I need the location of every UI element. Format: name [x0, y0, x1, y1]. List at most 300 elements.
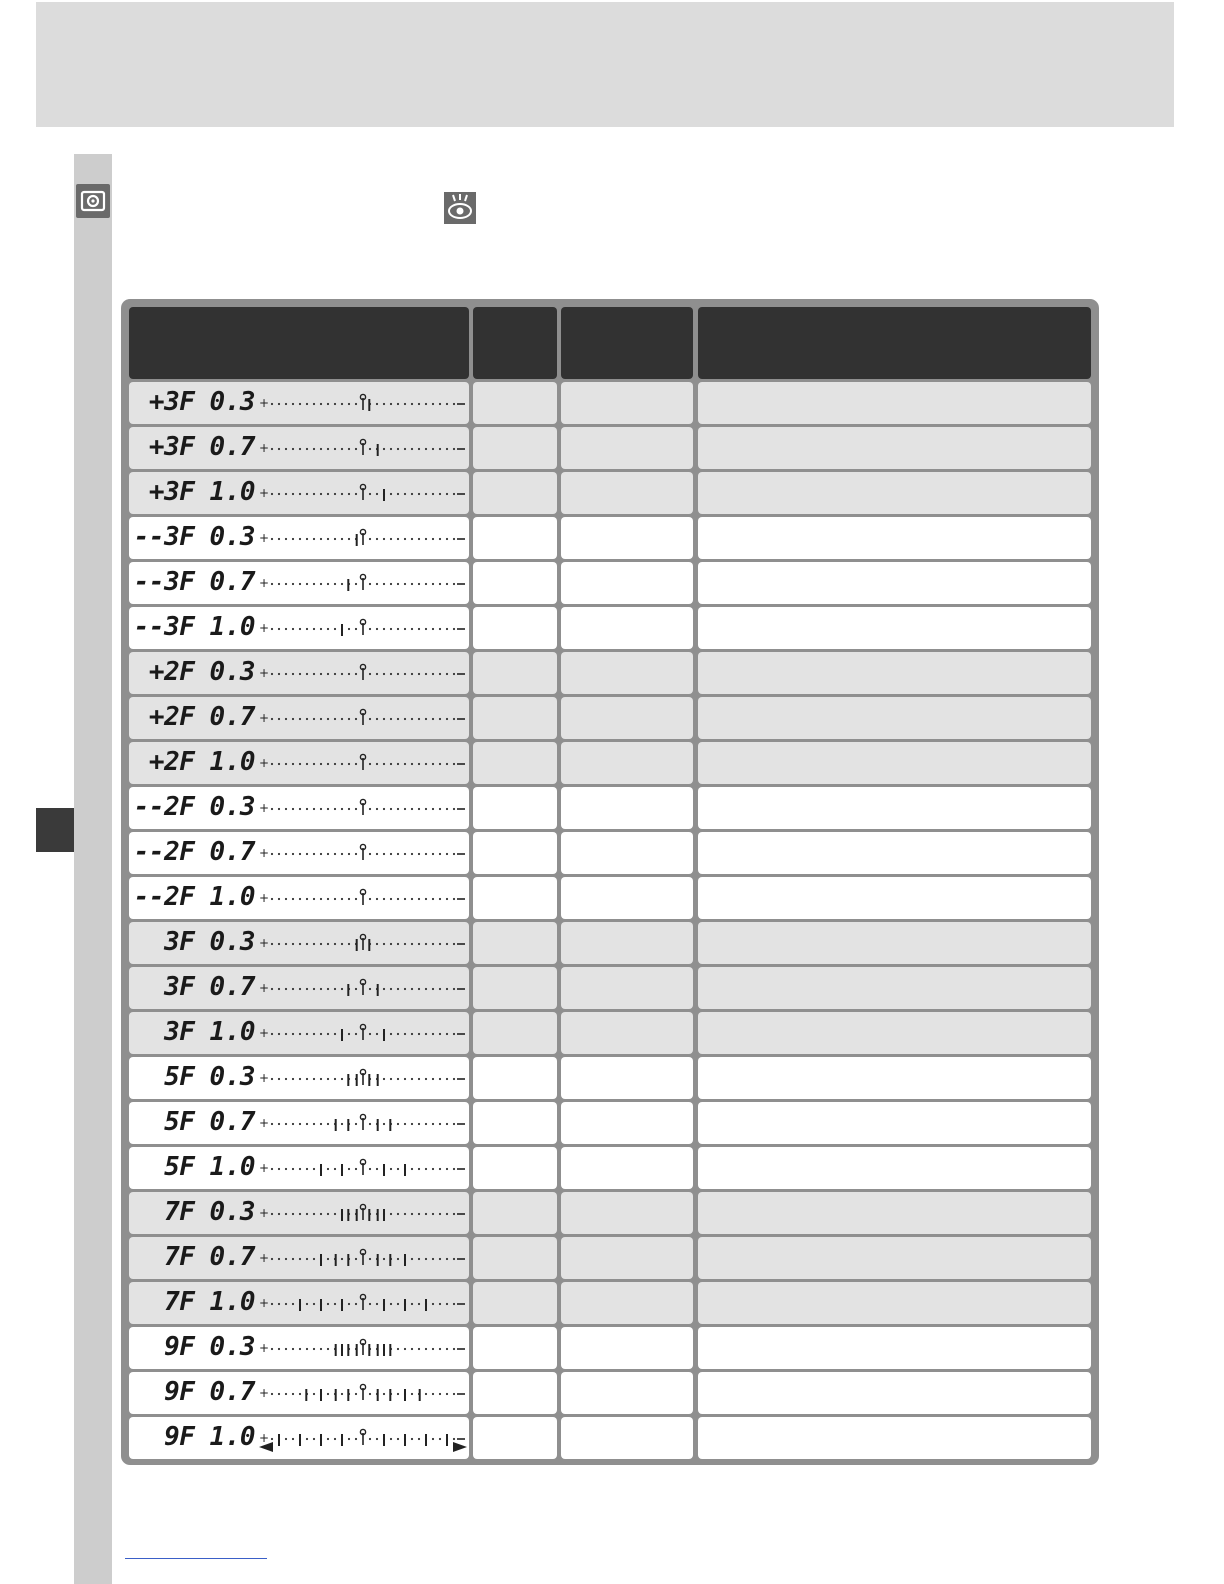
scale-dot	[376, 853, 378, 855]
scale-dot	[383, 448, 385, 450]
scale-dot	[313, 1123, 315, 1125]
scale-dot	[320, 538, 322, 540]
side-strip	[74, 154, 112, 1584]
scale-dot	[397, 763, 399, 765]
scale-dot	[306, 1213, 308, 1215]
scale-dot	[446, 583, 448, 585]
scale-dot	[383, 943, 385, 945]
table-cell	[698, 517, 1091, 559]
scale-dot	[348, 1303, 350, 1305]
scale-dot	[390, 1213, 392, 1215]
scale-dot	[453, 448, 455, 450]
scale-dot	[453, 628, 455, 630]
scale-dot	[390, 898, 392, 900]
scale-dot	[327, 763, 329, 765]
scale-dot	[271, 853, 273, 855]
scale-dot	[404, 1348, 406, 1350]
scale-dot	[453, 583, 455, 585]
scale-plus-sign: +	[259, 756, 270, 770]
scale-dot	[432, 1033, 434, 1035]
scale-dot	[306, 808, 308, 810]
scale-dot	[397, 628, 399, 630]
scale-dot	[383, 1258, 385, 1260]
scale-dot	[355, 1168, 357, 1170]
scale-dot	[348, 808, 350, 810]
scale-dot	[432, 1078, 434, 1080]
table-cell	[698, 697, 1091, 739]
lcd-display-cell	[129, 877, 469, 919]
scale-dot	[432, 943, 434, 945]
scale-dot	[348, 538, 350, 540]
lcd-display-text: --2F 0.7	[133, 837, 255, 867]
scale-dot	[334, 763, 336, 765]
scale-dot	[404, 583, 406, 585]
scale-dot	[299, 583, 301, 585]
scale-dot	[411, 718, 413, 720]
scale-dot	[411, 1258, 413, 1260]
scale-dot	[453, 493, 455, 495]
scale-dot	[383, 403, 385, 405]
scale-dot	[404, 718, 406, 720]
scale-plus-sign: +	[259, 891, 270, 905]
scale-dot	[432, 538, 434, 540]
lcd-display-cell	[129, 517, 469, 559]
scale-dot	[432, 1213, 434, 1215]
scale-dot	[383, 898, 385, 900]
scale-dot	[397, 1303, 399, 1305]
scale-dot	[313, 988, 315, 990]
scale-dot	[439, 1438, 441, 1440]
scale-dot	[292, 583, 294, 585]
table-cell	[473, 1417, 557, 1459]
scale-dot	[348, 1438, 350, 1440]
scale-dot	[271, 1393, 273, 1395]
scale-dot	[397, 718, 399, 720]
scale-dot	[404, 763, 406, 765]
scale-dot	[327, 628, 329, 630]
scale-dot	[411, 1393, 413, 1395]
scale-dot	[453, 1213, 455, 1215]
scale-dot	[341, 718, 343, 720]
scale-dot	[397, 943, 399, 945]
scale-dot	[390, 628, 392, 630]
scale-plus-sign: +	[259, 1341, 270, 1355]
scale-plus-sign: +	[259, 1071, 270, 1085]
scale-dot	[383, 673, 385, 675]
scale-dot	[453, 1168, 455, 1170]
scale-dot	[425, 1033, 427, 1035]
lcd-display-text: +3F 0.7	[148, 432, 255, 462]
scale-dot	[453, 1258, 455, 1260]
scale-dot	[285, 493, 287, 495]
scale-dot	[278, 628, 280, 630]
scale-dot	[418, 943, 420, 945]
scale-dot	[397, 988, 399, 990]
scale-dot	[411, 628, 413, 630]
scale-dot	[425, 1078, 427, 1080]
scale-dot	[306, 718, 308, 720]
scale-plus-sign: +	[259, 666, 270, 680]
scale-dot	[278, 898, 280, 900]
scale-dot	[376, 403, 378, 405]
scale-dot	[285, 448, 287, 450]
scale-dot	[271, 988, 273, 990]
scale-dot	[404, 1123, 406, 1125]
scale-dot	[390, 718, 392, 720]
lcd-display-text: --3F 1.0	[133, 612, 255, 642]
scale-dot	[327, 1303, 329, 1305]
scale-dot	[369, 1393, 371, 1395]
scale-dot	[411, 1348, 413, 1350]
scale-dot	[397, 1033, 399, 1035]
lcd-display-cell	[129, 1147, 469, 1189]
scale-dot	[418, 448, 420, 450]
scale-dot	[271, 1258, 273, 1260]
table-cell	[698, 1012, 1091, 1054]
scale-dot	[404, 853, 406, 855]
scale-dot	[390, 403, 392, 405]
scale-dot	[453, 1348, 455, 1350]
scale-dot	[383, 988, 385, 990]
scale-dot	[285, 1078, 287, 1080]
scale-dot	[292, 1393, 294, 1395]
scale-dot	[292, 1168, 294, 1170]
scale-dot	[334, 538, 336, 540]
scale-dot	[313, 448, 315, 450]
scale-dot	[292, 1303, 294, 1305]
scale-dot	[404, 1213, 406, 1215]
scale-dot	[418, 988, 420, 990]
lcd-display-cell	[129, 652, 469, 694]
lcd-display-text: 9F 0.3	[164, 1332, 255, 1362]
scale-dot	[341, 763, 343, 765]
scale-dot	[355, 718, 357, 720]
scale-dot	[425, 583, 427, 585]
scale-dot	[439, 538, 441, 540]
scale-dot	[397, 403, 399, 405]
scale-dot	[397, 583, 399, 585]
table-cell	[561, 1147, 693, 1189]
scale-dot	[383, 718, 385, 720]
scale-dot	[327, 448, 329, 450]
scale-dot	[355, 493, 357, 495]
scale-dot	[383, 1078, 385, 1080]
scale-dot	[432, 628, 434, 630]
scale-dot	[411, 1438, 413, 1440]
scale-dot	[446, 403, 448, 405]
lcd-display-cell	[129, 427, 469, 469]
scale-dot	[271, 1438, 273, 1440]
scale-plus-sign: +	[259, 576, 270, 590]
scale-dot	[453, 1438, 455, 1440]
table-cell	[473, 382, 557, 424]
scale-dot	[418, 1033, 420, 1035]
scale-dot	[411, 1168, 413, 1170]
scale-dot	[411, 853, 413, 855]
scale-dot	[355, 988, 357, 990]
scale-dot	[271, 763, 273, 765]
lcd-display-cell	[129, 382, 469, 424]
scale-dot	[418, 1258, 420, 1260]
scale-dot	[334, 943, 336, 945]
scale-dot	[313, 718, 315, 720]
scale-dot	[292, 403, 294, 405]
table-cell	[473, 787, 557, 829]
scale-dot	[341, 673, 343, 675]
scale-dot	[285, 538, 287, 540]
table-cell	[698, 1057, 1091, 1099]
table-cell	[473, 877, 557, 919]
scale-dot	[313, 1438, 315, 1440]
table-cell	[473, 1372, 557, 1414]
exposure-indicator	[257, 881, 469, 915]
scale-dot	[432, 1168, 434, 1170]
table-cell	[561, 742, 693, 784]
scale-dot	[376, 628, 378, 630]
lcd-display-text: 9F 0.7	[164, 1377, 255, 1407]
scale-dot	[348, 1168, 350, 1170]
table-cell	[698, 472, 1091, 514]
scale-dot	[453, 808, 455, 810]
scale-dot	[397, 1123, 399, 1125]
scale-dot	[334, 673, 336, 675]
scale-plus-sign: +	[259, 936, 270, 950]
scale-dot	[369, 1123, 371, 1125]
scale-dot	[355, 763, 357, 765]
scale-dot	[390, 493, 392, 495]
scale-dot	[418, 718, 420, 720]
scale-dot	[425, 403, 427, 405]
scale-dot	[404, 538, 406, 540]
scale-dot	[446, 1348, 448, 1350]
scale-dot	[299, 493, 301, 495]
scale-dot	[432, 1303, 434, 1305]
scale-dot	[411, 988, 413, 990]
scale-dot	[313, 403, 315, 405]
scale-dot	[453, 1078, 455, 1080]
scale-dot	[411, 1213, 413, 1215]
scale-dot	[271, 538, 273, 540]
scale-dot	[446, 1078, 448, 1080]
chapter-header-band	[36, 2, 1174, 127]
scale-dot	[341, 1258, 343, 1260]
lcd-display-cell	[129, 1057, 469, 1099]
scale-dot	[397, 1438, 399, 1440]
scale-dot	[313, 538, 315, 540]
scale-dot	[327, 1348, 329, 1350]
table-cell	[473, 922, 557, 964]
table-cell	[698, 922, 1091, 964]
exposure-indicator	[257, 1421, 469, 1455]
scale-dot	[397, 1348, 399, 1350]
scale-plus-sign: +	[259, 1206, 270, 1220]
scale-dot	[404, 988, 406, 990]
table-cell	[473, 562, 557, 604]
scale-dot	[306, 673, 308, 675]
exposure-indicator	[257, 656, 469, 690]
scale-dot	[306, 988, 308, 990]
scale-dot	[313, 1303, 315, 1305]
scale-dot	[278, 403, 280, 405]
table-cell	[473, 1012, 557, 1054]
scale-dot	[348, 1033, 350, 1035]
exposure-indicator	[257, 1286, 469, 1320]
exposure-indicator	[257, 1196, 469, 1230]
table-cell	[698, 382, 1091, 424]
scale-dot	[376, 763, 378, 765]
scale-dot	[432, 1123, 434, 1125]
scale-dot	[299, 763, 301, 765]
scale-plus-sign: +	[259, 396, 270, 410]
scale-dot	[313, 628, 315, 630]
scale-dot	[446, 628, 448, 630]
scale-dot	[320, 1348, 322, 1350]
scale-dot	[355, 853, 357, 855]
scale-dot	[376, 808, 378, 810]
scale-dot	[418, 538, 420, 540]
scale-dot	[404, 628, 406, 630]
scale-dot	[453, 1303, 455, 1305]
table-cell	[473, 967, 557, 1009]
scale-dot	[306, 403, 308, 405]
overflow-right-arrow	[453, 1442, 467, 1452]
table-cell	[698, 1417, 1091, 1459]
scale-dot	[425, 1213, 427, 1215]
scale-dot	[432, 403, 434, 405]
scale-dot	[327, 1033, 329, 1035]
chapter-tab-marker	[36, 808, 74, 852]
scale-dot	[313, 763, 315, 765]
scale-dot	[285, 583, 287, 585]
scale-dot	[292, 538, 294, 540]
scale-plus-sign: +	[259, 531, 270, 545]
exposure-indicator	[257, 521, 469, 555]
scale-dot	[439, 1213, 441, 1215]
table-cell	[473, 652, 557, 694]
scale-dot	[320, 493, 322, 495]
scale-dot	[334, 853, 336, 855]
table-cell	[561, 832, 693, 874]
scale-dot	[439, 718, 441, 720]
scale-dot	[411, 1123, 413, 1125]
scale-dot	[355, 673, 357, 675]
lcd-display-text: +2F 0.7	[148, 702, 255, 732]
exposure-indicator	[257, 566, 469, 600]
scale-dot	[292, 448, 294, 450]
scale-dot	[383, 538, 385, 540]
lcd-display-cell	[129, 1417, 469, 1459]
metering-icon	[76, 184, 110, 218]
table-cell	[698, 1102, 1091, 1144]
scale-dot	[376, 943, 378, 945]
scale-dot	[313, 943, 315, 945]
lcd-display-cell	[129, 562, 469, 604]
scale-dot	[432, 988, 434, 990]
scale-dot	[320, 403, 322, 405]
scale-dot	[348, 448, 350, 450]
table-cell	[698, 742, 1091, 784]
scale-dot	[355, 1438, 357, 1440]
scale-dot	[313, 673, 315, 675]
scale-dot	[320, 718, 322, 720]
scale-dot	[285, 673, 287, 675]
scale-dot	[327, 403, 329, 405]
scale-dot	[313, 1393, 315, 1395]
scale-dot	[278, 538, 280, 540]
scale-dot	[320, 673, 322, 675]
table-cell	[698, 1327, 1091, 1369]
scale-dot	[446, 988, 448, 990]
scale-dot	[439, 628, 441, 630]
table-cell	[698, 967, 1091, 1009]
scale-dot	[453, 538, 455, 540]
scale-dot	[299, 1078, 301, 1080]
scale-dot	[390, 808, 392, 810]
scale-dot	[355, 1393, 357, 1395]
scale-dot	[306, 1303, 308, 1305]
footer-link-underline	[125, 1558, 267, 1559]
scale-dot	[432, 763, 434, 765]
table-cell	[561, 1417, 693, 1459]
scale-dot	[369, 583, 371, 585]
scale-dot	[404, 808, 406, 810]
scale-plus-sign: +	[259, 981, 270, 995]
scale-dot	[439, 853, 441, 855]
scale-dot	[369, 673, 371, 675]
scale-dot	[285, 403, 287, 405]
scale-dot	[299, 988, 301, 990]
scale-dot	[313, 853, 315, 855]
scale-dot	[299, 673, 301, 675]
table-cell	[561, 382, 693, 424]
scale-dot	[271, 1123, 273, 1125]
scale-dot	[383, 763, 385, 765]
scale-dot	[285, 628, 287, 630]
lcd-display-cell	[129, 832, 469, 874]
scale-dot	[278, 1033, 280, 1035]
scale-dot	[299, 403, 301, 405]
scale-dot	[320, 1033, 322, 1035]
scale-dot	[299, 1123, 301, 1125]
scale-dot	[369, 1438, 371, 1440]
scale-dot	[425, 898, 427, 900]
scale-dot	[376, 538, 378, 540]
scale-dot	[404, 448, 406, 450]
scale-dot	[404, 493, 406, 495]
lcd-display-text: 7F 1.0	[164, 1287, 255, 1317]
scale-dot	[341, 1123, 343, 1125]
table-cell	[473, 427, 557, 469]
scale-dot	[348, 943, 350, 945]
scale-dot	[278, 1168, 280, 1170]
scale-dot	[439, 1393, 441, 1395]
scale-dot	[292, 1348, 294, 1350]
scale-dot	[306, 763, 308, 765]
scale-dot	[446, 1303, 448, 1305]
scale-dot	[453, 673, 455, 675]
scale-dot	[313, 808, 315, 810]
scale-dot	[411, 1078, 413, 1080]
scale-dot	[292, 1123, 294, 1125]
scale-dot	[390, 1078, 392, 1080]
scale-dot	[397, 493, 399, 495]
scale-dot	[369, 493, 371, 495]
scale-dot	[355, 898, 357, 900]
scale-dot	[271, 1213, 273, 1215]
scale-dot	[418, 853, 420, 855]
table-cell	[698, 1237, 1091, 1279]
eye-icon	[444, 192, 476, 224]
